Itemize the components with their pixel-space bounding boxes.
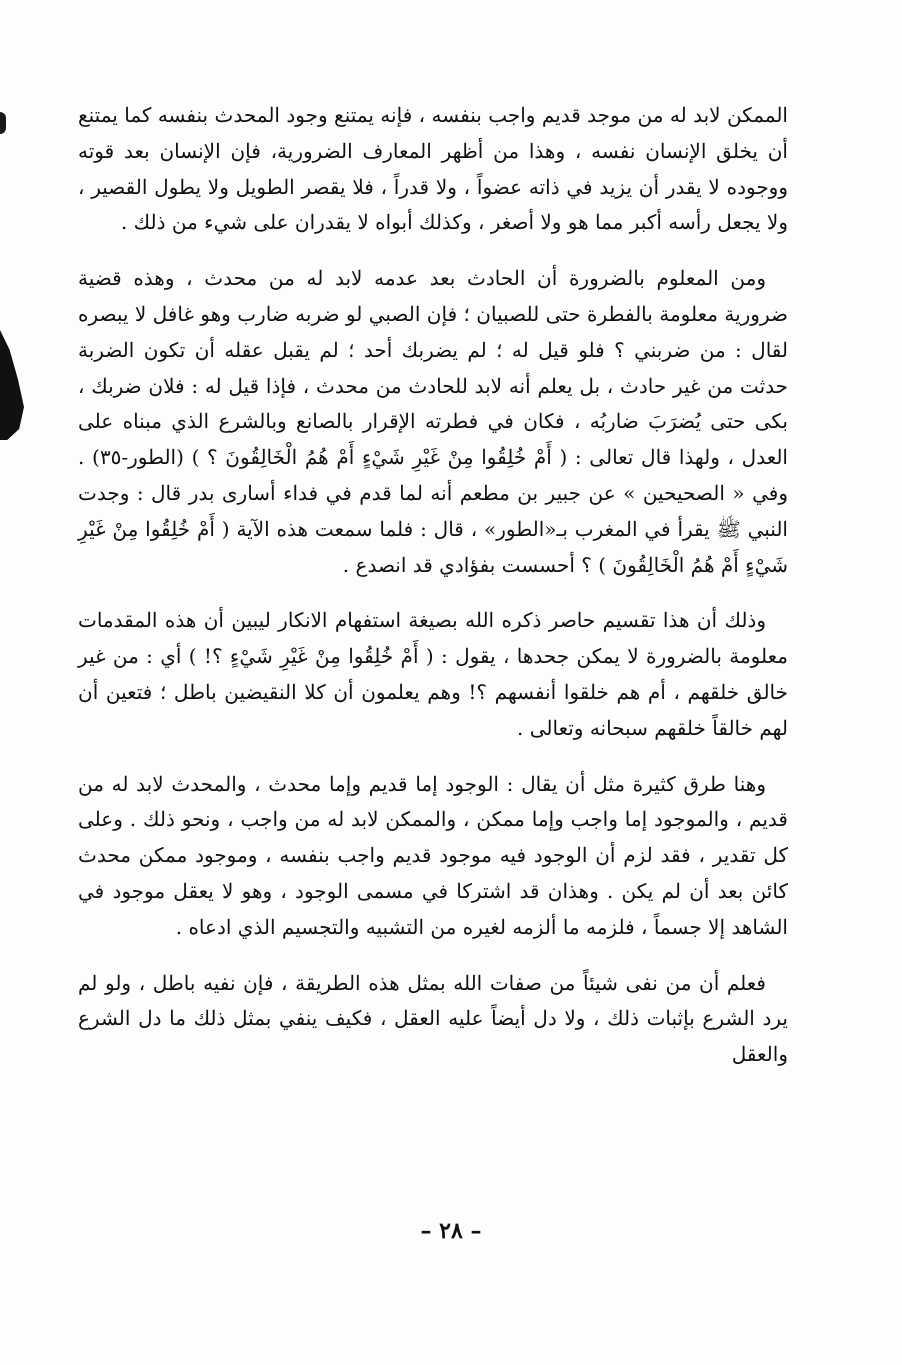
paragraph-3: وذلك أن هذا تقسيم حاصر ذكره الله بصيغة استفهام الانكار ليبين أن هذه المقدمات معلومة بالضرورة لا يمكن جحدها ، يقول : ( أَمْ خُلِقُوا مِنْ غَيْرِ شَيْءٍ ؟! ) أي : من غير خالق خلقهم ، أم هم خلقوا أنفسهم ؟! وهم يعلمون أن كلا النقيضين باطل ؛ فتعين أن لهم خالقاً خلقهم سبحانه وتعالى . xyxy=(78,608,788,740)
scan-edge-shadow xyxy=(0,330,24,440)
page-number: – ٢٨ – xyxy=(420,1218,482,1244)
paragraph-4: وهنا طرق كثيرة مثل أن يقال : الوجود إما قديم وإما محدث ، والمحدث لابد له من قديم ، والموجود إما واجب وإما ممكن ، والممكن لابد له من واجب ، ونحو ذلك . وعلى كل تقدير ، فقد لزم أن الوجود فيه موجود قديم واجب بنفسه ، وموجود ممكن محدث كائن بعد أن لم يكن . وهذان قد اشتركا في مسمى الوجود ، وهو لا يعقل موجود في الشاهد إلا جسماً ، فلزمه ما ألزمه لغيره من التشبيه والتجسيم الذي ادعاه . xyxy=(78,771,788,939)
paragraph-2: ومن المعلوم بالضرورة أن الحادث بعد عدمه لابد له من محدث ، وهذه قضية ضرورية معلومة بالفطرة حتى للصبيان ؛ فإن الصبي لو ضربه ضارب وهو غافل لا يبصره لقال : من ضربني ؟ فلو قيل له ؛ لم يضربك أحد ؛ لم يقبل عقله أن تكون الضربة حدثت من غير حادث ، بل يعلم أنه لابد للحادث من محدث ، فإذا قيل له : فلان ضربك ، بكى حتى يُضرَبَ ضاربُه ، فكان في فطرته الإقرار بالصانع وبالشرع الذي مبناه على العدل ، ولهذا قال تعالى : ( أَمْ خُلِقُوا مِنْ غَيْرِ شَيْءٍ أَمْ هُمُ الْخَالِقُونَ ؟ ) (الطور-٣٥) . وفي « الصحيحين » عن جبير بن مطعم أنه لما قدم في فداء أسارى بدر قال : وجدت النبي ﷺ يقرأ في المغرب بـ«الطور» ، قال : فلما سمعت هذه الآية ( أَمْ خُلِقُوا مِنْ غَيْرِ شَيْءٍ أَمْ هُمُ الْخَالِقُونَ ) ؟ أحسست بفؤادي قد انصدع . xyxy=(78,266,789,577)
scan-edge-mark xyxy=(0,112,6,134)
paragraph-5: فعلم أن من نفى شيئاً من صفات الله بمثل هذه الطريقة ، فإن نفيه باطل ، ولو لم يرد الشرع بإثبات ذلك ، ولا دل أيضاً عليه العقل ، فكيف ينفي بمثل ذلك ما دل الشرع والعقل xyxy=(78,970,788,1067)
body-text xyxy=(78,98,788,1093)
paragraph-1: الممكن لابد له من موجد قديم واجب بنفسه ، فإنه يمتنع وجود المحدث بنفسه كما يمتنع أن يخلق الإنسان نفسه ، وهذا من أظهر المعارف الضرورية، فإن الإنسان بعد قوته ووجوده لا يقدر أن يزيد في ذاته عضواً ، ولا قدراً ، فلا يقصر الطويل ولا يطول القصير ، ولا يجعل رأسه أكبر مما هو ولا أصغر ، وكذلك أبواه لا يقدران على شيء من ذلك . xyxy=(78,103,789,235)
